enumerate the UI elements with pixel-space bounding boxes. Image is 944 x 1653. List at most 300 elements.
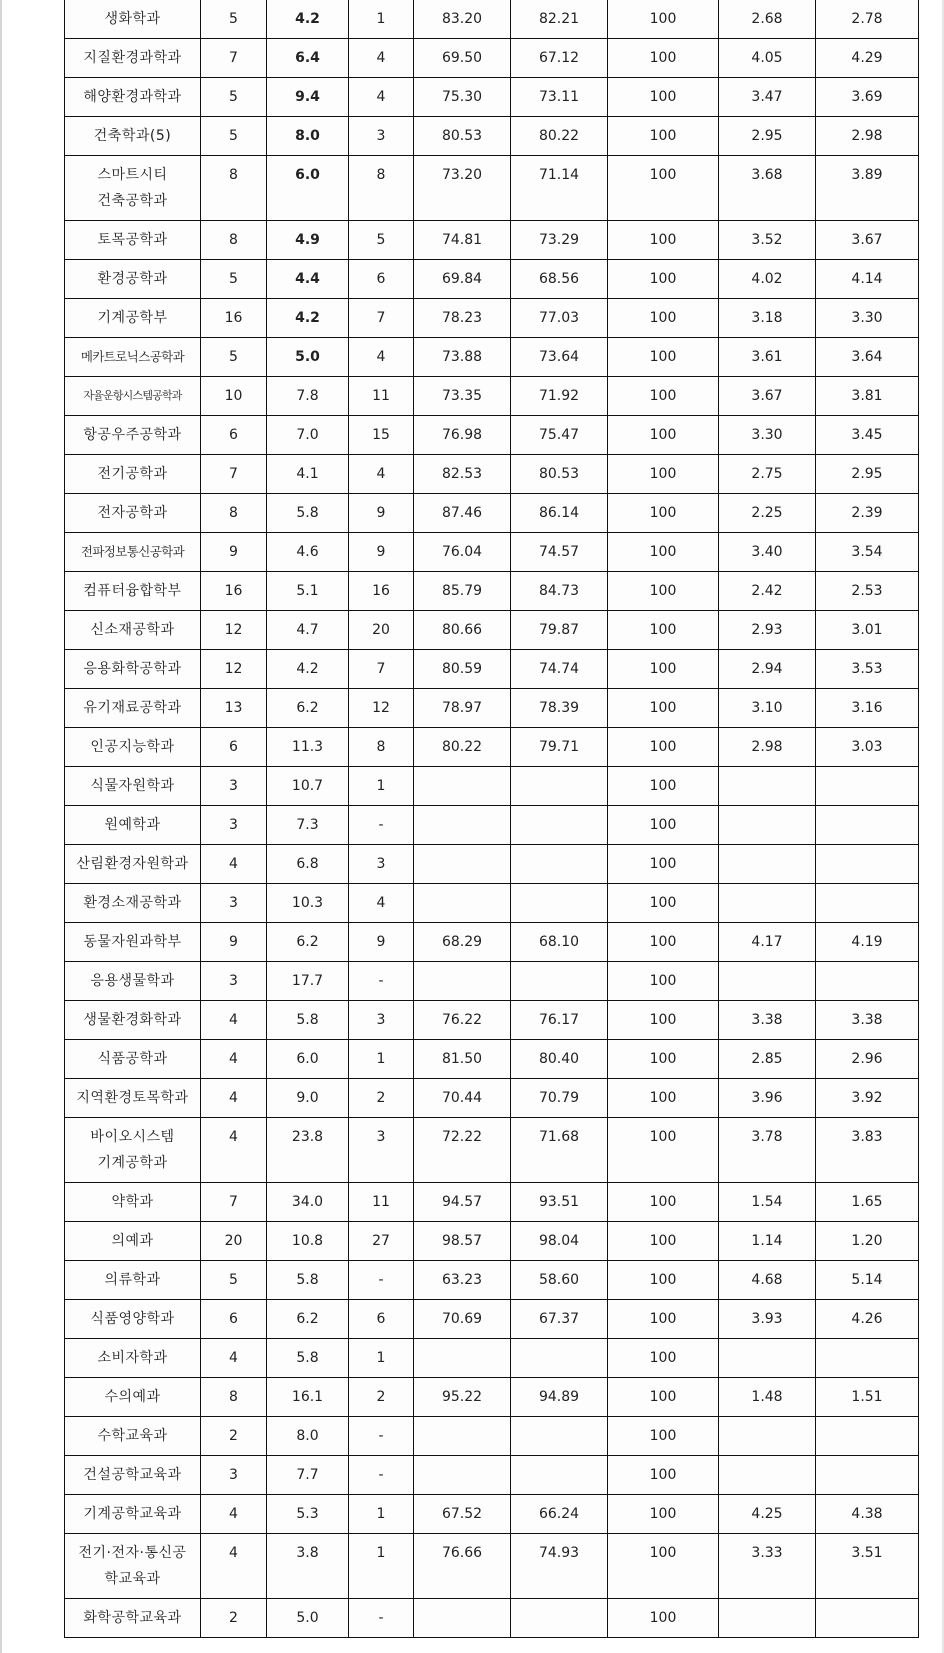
table-row	[65, 260, 919, 299]
score-top-cell	[414, 767, 511, 806]
quota-cell: 5	[201, 260, 267, 299]
department-name-cell: 바이오시스템 기계공학과	[65, 1118, 201, 1183]
table-row	[65, 1599, 919, 1638]
score-avg-cell	[511, 767, 608, 806]
grade-70-cell: 3.54	[816, 533, 919, 572]
waitlist-cell: -	[349, 1599, 414, 1638]
table-row	[65, 806, 919, 845]
quota-cell: 16	[201, 572, 267, 611]
score-top-cell: 95.22	[414, 1378, 511, 1417]
score-top-cell	[414, 1599, 511, 1638]
competition-ratio-cell: 7.7	[267, 1456, 349, 1495]
reflection-percent-cell: 100	[608, 767, 719, 806]
quota-cell: 8	[201, 494, 267, 533]
score-avg-cell: 73.11	[511, 78, 608, 117]
competition-ratio-cell: 10.7	[267, 767, 349, 806]
department-name-cell: 식품공학과	[65, 1040, 201, 1079]
grade-50-cell: 4.05	[719, 39, 816, 78]
department-name-cell: 수학교육과	[65, 1417, 201, 1456]
grade-70-cell: 2.96	[816, 1040, 919, 1079]
admissions-table-container	[64, 0, 919, 1638]
reflection-percent-cell: 100	[608, 1300, 719, 1339]
reflection-percent-cell: 100	[608, 1040, 719, 1079]
table-row	[65, 1495, 919, 1534]
quota-cell: 4	[201, 1118, 267, 1183]
department-name-cell: 인공지능학과	[65, 728, 201, 767]
competition-ratio-cell: 6.4	[267, 39, 349, 78]
grade-70-cell: 3.64	[816, 338, 919, 377]
score-avg-cell: 76.17	[511, 1001, 608, 1040]
score-top-cell: 81.50	[414, 1040, 511, 1079]
department-name-cell: 지역환경토목학과	[65, 1079, 201, 1118]
grade-70-cell	[816, 1599, 919, 1638]
grade-50-cell: 2.95	[719, 117, 816, 156]
reflection-percent-cell: 100	[608, 1339, 719, 1378]
competition-ratio-cell: 11.3	[267, 728, 349, 767]
reflection-percent-cell: 100	[608, 1261, 719, 1300]
department-name-cell: 소비자학과	[65, 1339, 201, 1378]
grade-50-cell: 3.96	[719, 1079, 816, 1118]
grade-70-cell: 3.38	[816, 1001, 919, 1040]
quota-cell: 13	[201, 689, 267, 728]
quota-cell: 7	[201, 1183, 267, 1222]
waitlist-cell: 1	[349, 1534, 414, 1599]
grade-50-cell: 3.18	[719, 299, 816, 338]
grade-70-cell: 3.30	[816, 299, 919, 338]
competition-ratio-cell: 10.8	[267, 1222, 349, 1261]
competition-ratio-cell: 7.3	[267, 806, 349, 845]
score-avg-cell	[511, 1599, 608, 1638]
grade-50-cell: 4.25	[719, 1495, 816, 1534]
grade-50-cell: 3.78	[719, 1118, 816, 1183]
department-name-cell: 생물환경화학과	[65, 1001, 201, 1040]
competition-ratio-cell: 6.2	[267, 923, 349, 962]
department-name-cell: 응용화학공학과	[65, 650, 201, 689]
grade-70-cell: 2.39	[816, 494, 919, 533]
score-top-cell: 78.23	[414, 299, 511, 338]
score-top-cell: 82.53	[414, 455, 511, 494]
quota-cell: 16	[201, 299, 267, 338]
competition-ratio-cell: 4.2	[267, 650, 349, 689]
table-row	[65, 1339, 919, 1378]
grade-70-cell: 4.14	[816, 260, 919, 299]
table-row	[65, 884, 919, 923]
waitlist-cell: 2	[349, 1378, 414, 1417]
grade-50-cell: 1.48	[719, 1378, 816, 1417]
reflection-percent-cell: 100	[608, 39, 719, 78]
score-top-cell	[414, 1339, 511, 1378]
score-top-cell: 74.81	[414, 221, 511, 260]
table-row	[65, 845, 919, 884]
competition-ratio-cell: 4.2	[267, 299, 349, 338]
department-name-cell: 전파정보통신공학과	[65, 533, 201, 572]
score-avg-cell: 98.04	[511, 1222, 608, 1261]
waitlist-cell: 1	[349, 1495, 414, 1534]
grade-50-cell: 3.40	[719, 533, 816, 572]
grade-50-cell: 3.68	[719, 156, 816, 221]
waitlist-cell: 1	[349, 1040, 414, 1079]
grade-50-cell	[719, 1339, 816, 1378]
quota-cell: 5	[201, 338, 267, 377]
score-avg-cell: 86.14	[511, 494, 608, 533]
department-name-cell: 유기재료공학과	[65, 689, 201, 728]
waitlist-cell: 7	[349, 650, 414, 689]
score-top-cell: 70.69	[414, 1300, 511, 1339]
score-top-cell	[414, 1417, 511, 1456]
waitlist-cell: 7	[349, 299, 414, 338]
reflection-percent-cell: 100	[608, 689, 719, 728]
score-avg-cell: 58.60	[511, 1261, 608, 1300]
quota-cell: 4	[201, 1495, 267, 1534]
grade-70-cell: 3.45	[816, 416, 919, 455]
waitlist-cell: 8	[349, 156, 414, 221]
grade-50-cell	[719, 962, 816, 1001]
grade-50-cell: 4.68	[719, 1261, 816, 1300]
reflection-percent-cell: 100	[608, 650, 719, 689]
waitlist-cell: 20	[349, 611, 414, 650]
competition-ratio-cell: 6.0	[267, 1040, 349, 1079]
grade-70-cell: 1.51	[816, 1378, 919, 1417]
quota-cell: 2	[201, 1417, 267, 1456]
waitlist-cell: 3	[349, 117, 414, 156]
table-row	[65, 650, 919, 689]
score-top-cell: 98.57	[414, 1222, 511, 1261]
table-row	[65, 572, 919, 611]
score-avg-cell	[511, 806, 608, 845]
grade-70-cell: 3.01	[816, 611, 919, 650]
department-name-cell: 환경소재공학과	[65, 884, 201, 923]
grade-50-cell: 2.98	[719, 728, 816, 767]
reflection-percent-cell: 100	[608, 533, 719, 572]
score-top-cell: 76.22	[414, 1001, 511, 1040]
grade-70-cell: 2.98	[816, 117, 919, 156]
score-avg-cell: 74.93	[511, 1534, 608, 1599]
reflection-percent-cell: 100	[608, 455, 719, 494]
competition-ratio-cell: 5.0	[267, 338, 349, 377]
score-top-cell	[414, 806, 511, 845]
grade-70-cell: 2.53	[816, 572, 919, 611]
waitlist-cell: 1	[349, 767, 414, 806]
department-name-cell: 메카트로닉스공학과	[65, 338, 201, 377]
table-row	[65, 533, 919, 572]
department-name-cell: 자율운항시스템공학과	[65, 377, 201, 416]
score-top-cell: 69.84	[414, 260, 511, 299]
table-row	[65, 1300, 919, 1339]
reflection-percent-cell: 100	[608, 611, 719, 650]
waitlist-cell: -	[349, 1456, 414, 1495]
score-top-cell: 67.52	[414, 1495, 511, 1534]
score-avg-cell	[511, 1417, 608, 1456]
competition-ratio-cell: 17.7	[267, 962, 349, 1001]
waitlist-cell: 4	[349, 338, 414, 377]
competition-ratio-cell: 10.3	[267, 884, 349, 923]
competition-ratio-cell: 6.2	[267, 689, 349, 728]
score-avg-cell	[511, 884, 608, 923]
waitlist-cell: 11	[349, 377, 414, 416]
department-name-cell: 항공우주공학과	[65, 416, 201, 455]
score-avg-cell	[511, 962, 608, 1001]
grade-50-cell: 2.25	[719, 494, 816, 533]
quota-cell: 3	[201, 962, 267, 1001]
competition-ratio-cell: 4.1	[267, 455, 349, 494]
reflection-percent-cell: 100	[608, 78, 719, 117]
department-name-cell: 스마트시티 건축공학과	[65, 156, 201, 221]
waitlist-cell: 3	[349, 1118, 414, 1183]
grade-50-cell	[719, 845, 816, 884]
waitlist-cell: 11	[349, 1183, 414, 1222]
competition-ratio-cell: 7.0	[267, 416, 349, 455]
waitlist-cell: -	[349, 1261, 414, 1300]
table-row	[65, 1261, 919, 1300]
score-top-cell: 80.22	[414, 728, 511, 767]
grade-70-cell: 4.19	[816, 923, 919, 962]
waitlist-cell: 4	[349, 884, 414, 923]
score-avg-cell: 73.64	[511, 338, 608, 377]
waitlist-cell: 4	[349, 39, 414, 78]
grade-70-cell: 3.67	[816, 221, 919, 260]
score-top-cell	[414, 1456, 511, 1495]
waitlist-cell: 9	[349, 923, 414, 962]
table-row	[65, 338, 919, 377]
department-name-cell: 의예과	[65, 1222, 201, 1261]
table-row	[65, 1534, 919, 1599]
waitlist-cell: 12	[349, 689, 414, 728]
grade-50-cell: 2.42	[719, 572, 816, 611]
quota-cell: 3	[201, 1456, 267, 1495]
score-avg-cell: 75.47	[511, 416, 608, 455]
quota-cell: 8	[201, 1378, 267, 1417]
table-row	[65, 221, 919, 260]
waitlist-cell: 2	[349, 1079, 414, 1118]
grade-70-cell: 4.38	[816, 1495, 919, 1534]
score-top-cell: 76.04	[414, 533, 511, 572]
table-row	[65, 1001, 919, 1040]
reflection-percent-cell: 100	[608, 1534, 719, 1599]
department-name-cell: 약학과	[65, 1183, 201, 1222]
grade-70-cell: 1.20	[816, 1222, 919, 1261]
grade-70-cell: 1.65	[816, 1183, 919, 1222]
competition-ratio-cell: 6.0	[267, 156, 349, 221]
department-name-cell: 건축학과(5)	[65, 117, 201, 156]
competition-ratio-cell: 4.2	[267, 0, 349, 39]
quota-cell: 12	[201, 611, 267, 650]
table-row	[65, 1040, 919, 1079]
score-avg-cell: 93.51	[511, 1183, 608, 1222]
reflection-percent-cell: 100	[608, 845, 719, 884]
waitlist-cell: 4	[349, 455, 414, 494]
grade-70-cell: 2.78	[816, 0, 919, 39]
competition-ratio-cell: 5.8	[267, 1261, 349, 1300]
table-row	[65, 1222, 919, 1261]
department-name-cell: 전기공학과	[65, 455, 201, 494]
waitlist-cell: 4	[349, 78, 414, 117]
waitlist-cell: -	[349, 1417, 414, 1456]
reflection-percent-cell: 100	[608, 962, 719, 1001]
quota-cell: 3	[201, 806, 267, 845]
waitlist-cell: 9	[349, 494, 414, 533]
competition-ratio-cell: 9.0	[267, 1079, 349, 1118]
grade-50-cell	[719, 884, 816, 923]
quota-cell: 5	[201, 117, 267, 156]
grade-70-cell: 3.69	[816, 78, 919, 117]
grade-50-cell: 4.17	[719, 923, 816, 962]
table-row	[65, 1378, 919, 1417]
department-name-cell: 동물자원과학부	[65, 923, 201, 962]
reflection-percent-cell: 100	[608, 156, 719, 221]
table-row	[65, 416, 919, 455]
waitlist-cell: 3	[349, 845, 414, 884]
quota-cell: 9	[201, 533, 267, 572]
department-name-cell: 수의예과	[65, 1378, 201, 1417]
grade-50-cell	[719, 1599, 816, 1638]
department-name-cell: 식품영양학과	[65, 1300, 201, 1339]
score-avg-cell: 80.22	[511, 117, 608, 156]
waitlist-cell: 6	[349, 260, 414, 299]
score-avg-cell: 80.53	[511, 455, 608, 494]
quota-cell: 4	[201, 1001, 267, 1040]
quota-cell: 6	[201, 416, 267, 455]
quota-cell: 4	[201, 1339, 267, 1378]
reflection-percent-cell: 100	[608, 117, 719, 156]
department-name-cell: 전자공학과	[65, 494, 201, 533]
grade-50-cell: 2.85	[719, 1040, 816, 1079]
score-top-cell: 94.57	[414, 1183, 511, 1222]
competition-ratio-cell: 3.8	[267, 1534, 349, 1599]
competition-ratio-cell: 34.0	[267, 1183, 349, 1222]
waitlist-cell: -	[349, 806, 414, 845]
waitlist-cell: 27	[349, 1222, 414, 1261]
score-top-cell: 70.44	[414, 1079, 511, 1118]
department-name-cell: 지질환경과학과	[65, 39, 201, 78]
waitlist-cell: 3	[349, 1001, 414, 1040]
reflection-percent-cell: 100	[608, 1079, 719, 1118]
grade-70-cell: 4.29	[816, 39, 919, 78]
department-name-cell: 응용생물학과	[65, 962, 201, 1001]
department-name-cell: 해양환경과학과	[65, 78, 201, 117]
score-top-cell: 87.46	[414, 494, 511, 533]
reflection-percent-cell: 100	[608, 1456, 719, 1495]
score-top-cell: 78.97	[414, 689, 511, 728]
department-name-cell: 원예학과	[65, 806, 201, 845]
department-name-cell: 환경공학과	[65, 260, 201, 299]
department-name-cell: 화학공학교육과	[65, 1599, 201, 1638]
waitlist-cell: 9	[349, 533, 414, 572]
grade-70-cell: 5.14	[816, 1261, 919, 1300]
score-avg-cell: 66.24	[511, 1495, 608, 1534]
score-top-cell: 73.35	[414, 377, 511, 416]
table-row	[65, 611, 919, 650]
quota-cell: 5	[201, 1261, 267, 1300]
score-top-cell: 69.50	[414, 39, 511, 78]
department-name-cell: 식물자원학과	[65, 767, 201, 806]
grade-50-cell: 3.33	[719, 1534, 816, 1599]
table-row	[65, 1417, 919, 1456]
grade-70-cell	[816, 1339, 919, 1378]
table-row	[65, 299, 919, 338]
competition-ratio-cell: 5.3	[267, 1495, 349, 1534]
competition-ratio-cell: 16.1	[267, 1378, 349, 1417]
quota-cell: 6	[201, 728, 267, 767]
grade-50-cell: 1.14	[719, 1222, 816, 1261]
grade-50-cell: 1.54	[719, 1183, 816, 1222]
quota-cell: 4	[201, 845, 267, 884]
reflection-percent-cell: 100	[608, 923, 719, 962]
quota-cell: 3	[201, 767, 267, 806]
grade-70-cell: 3.92	[816, 1079, 919, 1118]
department-name-cell: 산림환경자원학과	[65, 845, 201, 884]
score-top-cell: 73.20	[414, 156, 511, 221]
table-row	[65, 455, 919, 494]
score-avg-cell: 68.10	[511, 923, 608, 962]
score-avg-cell: 84.73	[511, 572, 608, 611]
grade-50-cell	[719, 767, 816, 806]
department-name-cell: 건설공학교육과	[65, 1456, 201, 1495]
department-name-cell: 기계공학교육과	[65, 1495, 201, 1534]
waitlist-cell: 1	[349, 0, 414, 39]
quota-cell: 4	[201, 1534, 267, 1599]
reflection-percent-cell: 100	[608, 572, 719, 611]
quota-cell: 8	[201, 221, 267, 260]
grade-70-cell	[816, 806, 919, 845]
grade-70-cell: 3.81	[816, 377, 919, 416]
score-top-cell: 85.79	[414, 572, 511, 611]
score-avg-cell: 79.87	[511, 611, 608, 650]
department-name-cell: 기계공학부	[65, 299, 201, 338]
grade-70-cell	[816, 767, 919, 806]
grade-50-cell	[719, 806, 816, 845]
table-row	[65, 728, 919, 767]
table-row	[65, 78, 919, 117]
score-top-cell: 80.66	[414, 611, 511, 650]
score-avg-cell: 80.40	[511, 1040, 608, 1079]
reflection-percent-cell: 100	[608, 377, 719, 416]
score-top-cell	[414, 962, 511, 1001]
score-avg-cell: 71.92	[511, 377, 608, 416]
score-avg-cell	[511, 1456, 608, 1495]
grade-70-cell: 3.16	[816, 689, 919, 728]
grade-50-cell: 4.02	[719, 260, 816, 299]
grade-50-cell	[719, 1456, 816, 1495]
table-row	[65, 1183, 919, 1222]
grade-70-cell: 3.83	[816, 1118, 919, 1183]
score-avg-cell: 67.12	[511, 39, 608, 78]
competition-ratio-cell: 9.4	[267, 78, 349, 117]
grade-70-cell	[816, 1417, 919, 1456]
score-avg-cell: 94.89	[511, 1378, 608, 1417]
score-avg-cell: 74.57	[511, 533, 608, 572]
score-avg-cell: 74.74	[511, 650, 608, 689]
score-top-cell: 68.29	[414, 923, 511, 962]
table-row	[65, 1456, 919, 1495]
competition-ratio-cell: 5.8	[267, 494, 349, 533]
quota-cell: 4	[201, 1079, 267, 1118]
quota-cell: 4	[201, 1040, 267, 1079]
department-name-cell: 전기·전자·통신공 학교육과	[65, 1534, 201, 1599]
grade-70-cell: 3.89	[816, 156, 919, 221]
score-top-cell: 72.22	[414, 1118, 511, 1183]
table-row	[65, 767, 919, 806]
grade-50-cell: 2.75	[719, 455, 816, 494]
table-row	[65, 923, 919, 962]
competition-ratio-cell: 4.7	[267, 611, 349, 650]
reflection-percent-cell: 100	[608, 1118, 719, 1183]
score-top-cell: 80.59	[414, 650, 511, 689]
page-left-edge	[0, 0, 2, 1653]
quota-cell: 7	[201, 39, 267, 78]
reflection-percent-cell: 100	[608, 1599, 719, 1638]
waitlist-cell: 8	[349, 728, 414, 767]
waitlist-cell: -	[349, 962, 414, 1001]
